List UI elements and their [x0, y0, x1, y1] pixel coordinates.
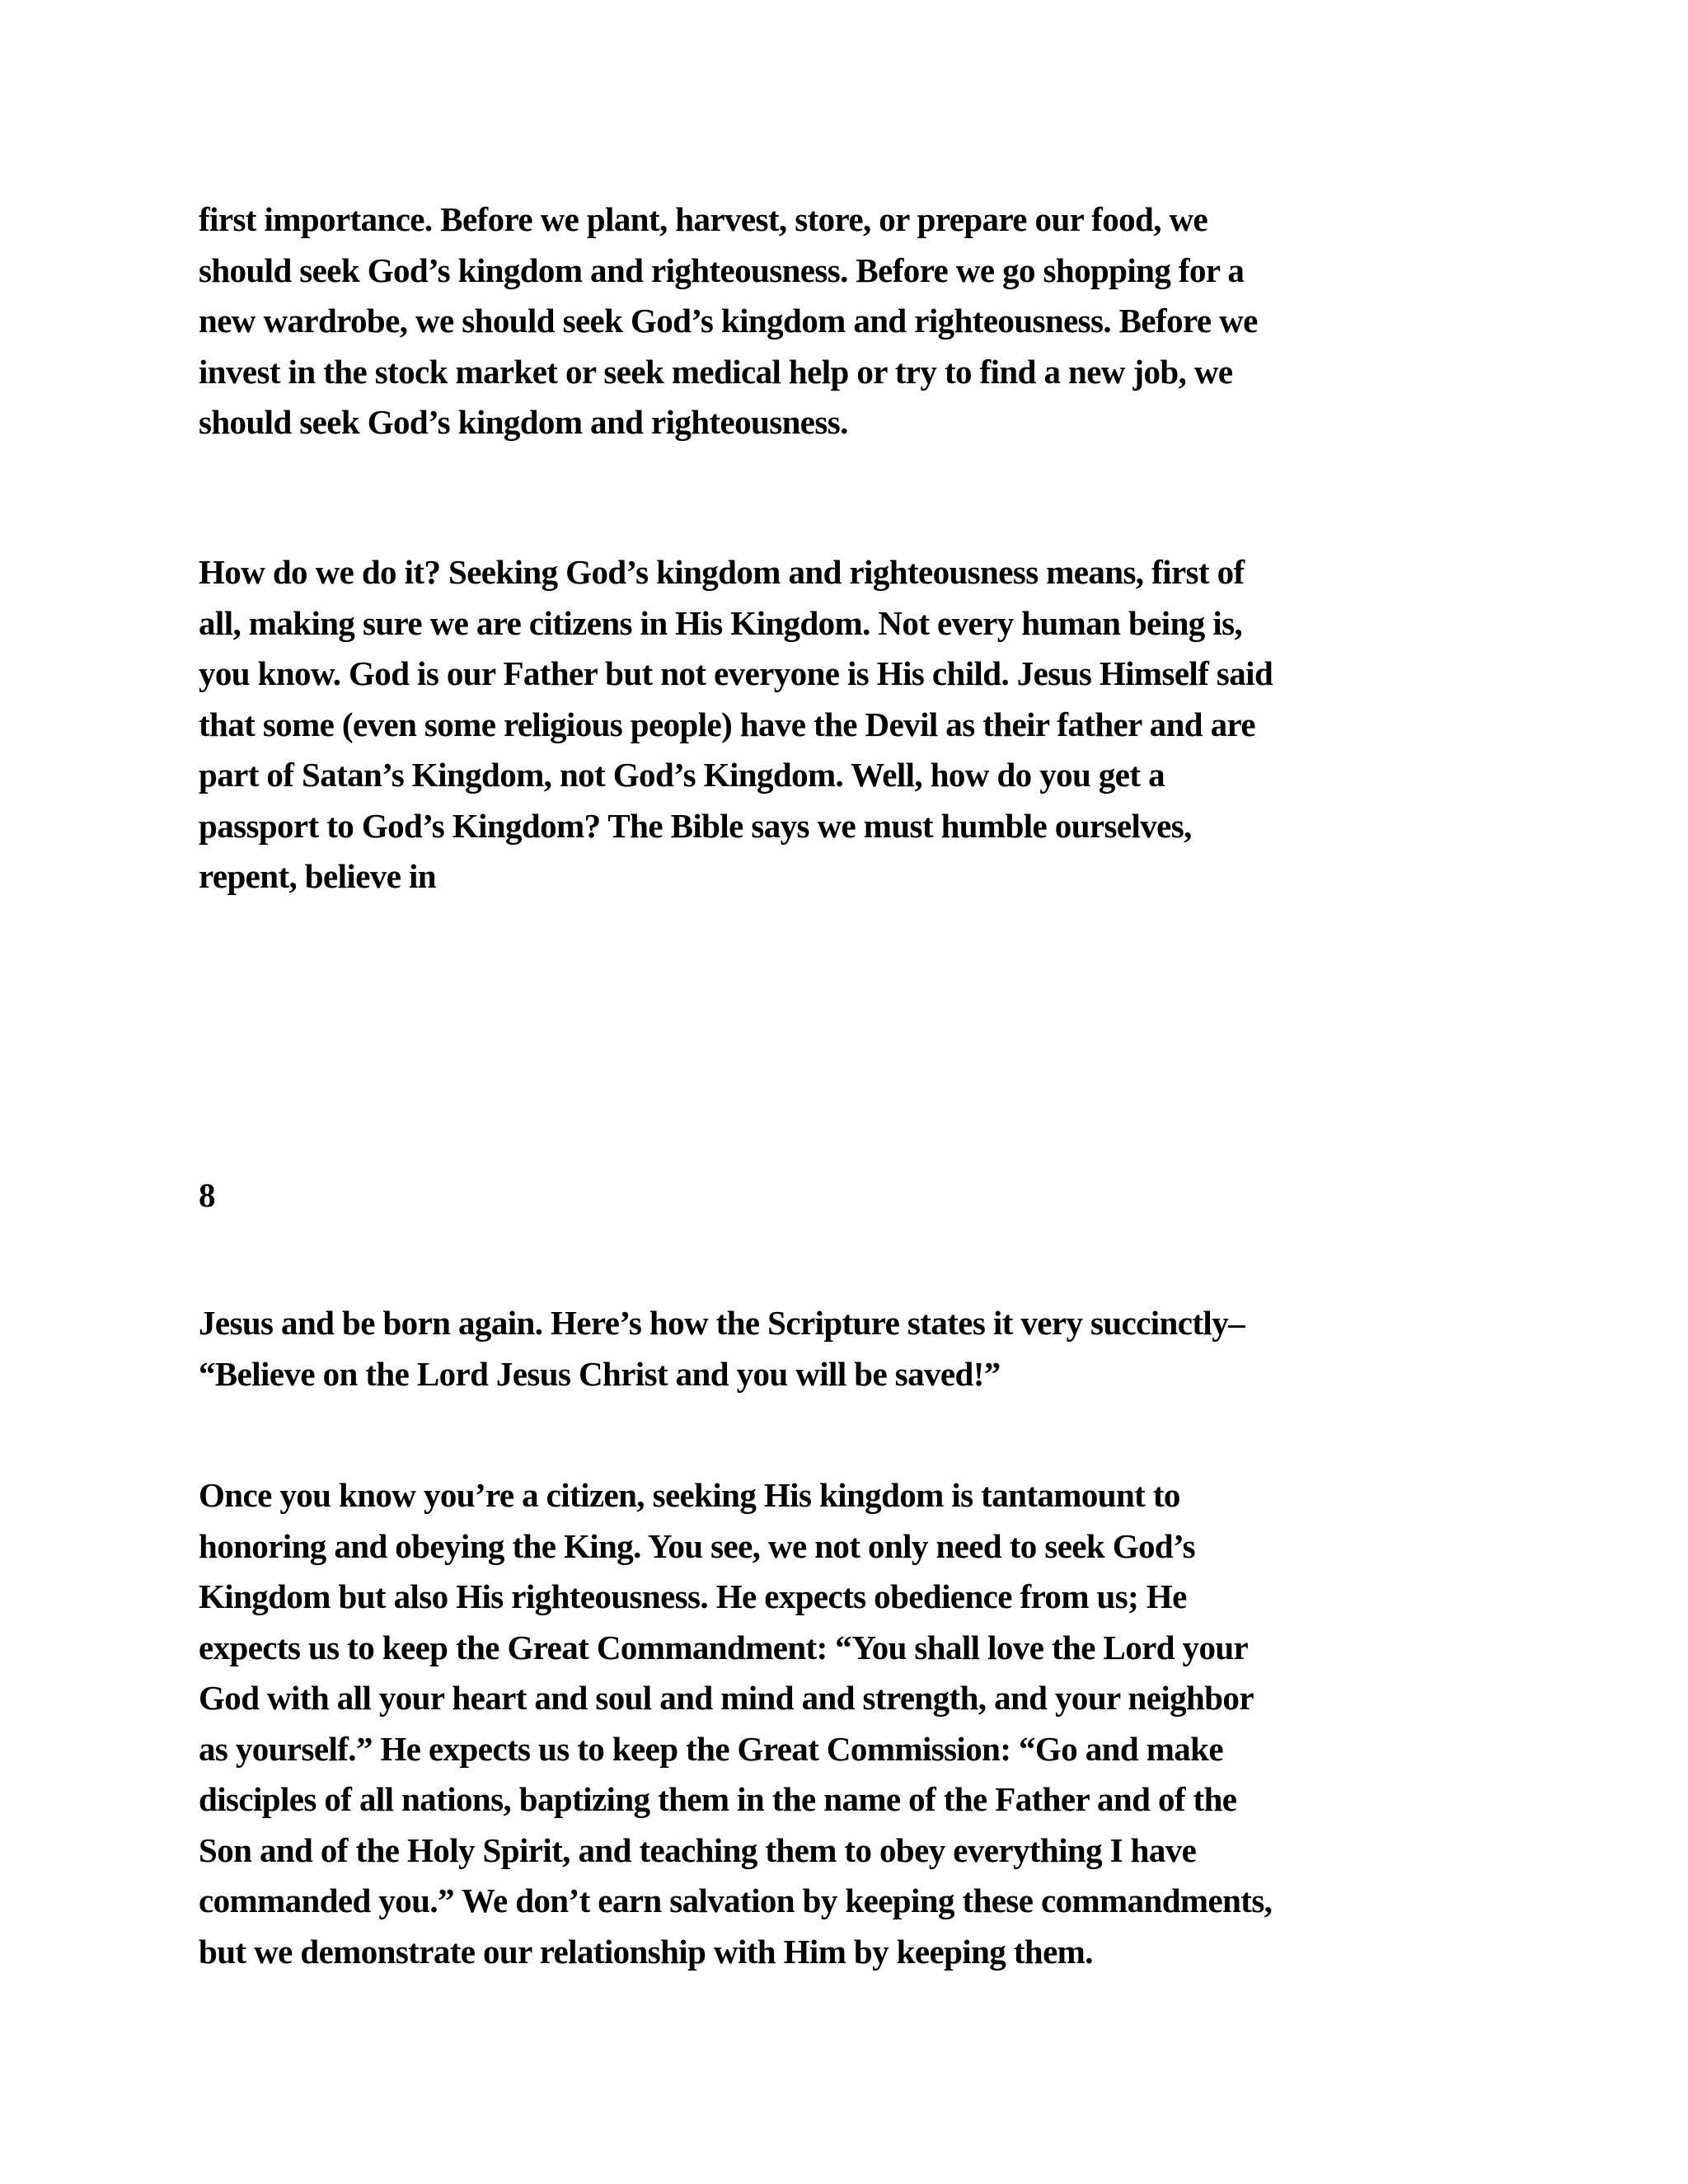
paragraph-born-again — [199, 1298, 1517, 1399]
page-number: 8 — [199, 1176, 216, 1214]
text-line: disciples of all nations, baptizing them in the name of the Father and of the — [199, 1780, 1237, 1818]
text-line: Once you know you’re a citizen, seeking His kingdom is tantamount to — [199, 1476, 1180, 1514]
text-line: repent, believe in — [199, 857, 436, 895]
text-line: part of Satan’s Kingdom, not God’s Kingdom. Well, how do you get a — [199, 756, 1165, 794]
text-line: God with all your heart and soul and mind and strength, and your neighbor — [199, 1679, 1254, 1717]
text-line: all, making sure we are citizens in His Kingdom. Not every human being is, — [199, 603, 1243, 642]
text-line: Son and of the Holy Spirit, and teaching them to obey everything I have — [199, 1830, 1197, 1869]
text-line: Kingdom but also His righteousness. He expects obedience from us; He — [199, 1577, 1187, 1615]
text-line: invest in the stock market or seek medical help or try to find a new job, we — [199, 352, 1233, 391]
text-line: Jesus and be born again. Here’s how the Scripture states it very succinctly– — [199, 1304, 1245, 1342]
text-line: you know. God is our Father but not everyone is His child. Jesus Himself said — [199, 654, 1273, 692]
paragraph-how-do-we-do-it — [199, 547, 1517, 902]
text-line: that some (even some religious people) have the Devil as their father and are — [199, 705, 1255, 743]
text-line: “Believe on the Lord Jesus Christ and you will be saved!” — [199, 1354, 1001, 1393]
text-line: How do we do it? Seeking God’s kingdom and righteousness means, first of — [199, 553, 1245, 591]
paragraph-citizen — [199, 1470, 1517, 1977]
text-line: expects us to keep the Great Commandment: “You shall love the Lord your — [199, 1628, 1249, 1666]
text-line: but we demonstrate our relationship with Him by keeping them. — [199, 1932, 1093, 1971]
text-line: as yourself.” He expects us to keep the Great Commission: “Go and make — [199, 1729, 1223, 1768]
text-line: honoring and obeying the King. You see, we not only need to seek God’s — [199, 1526, 1196, 1565]
text-line: passport to God’s Kingdom? The Bible says we must humble ourselves, — [199, 806, 1192, 845]
text-line: new wardrobe, we should seek God’s kingdom and righteousness. Before we — [199, 302, 1258, 340]
text-line: should seek God’s kingdom and righteousness. — [199, 403, 848, 441]
text-line: first importance. Before we plant, harvest, store, or prepare our food, we — [199, 200, 1208, 238]
text-line: commanded you.” We don’t earn salvation by keeping these commandments, — [199, 1882, 1273, 1919]
text-line: should seek God’s kingdom and righteousness. Before we go shopping for a — [199, 251, 1245, 289]
paragraph-first-importance — [199, 194, 1517, 448]
